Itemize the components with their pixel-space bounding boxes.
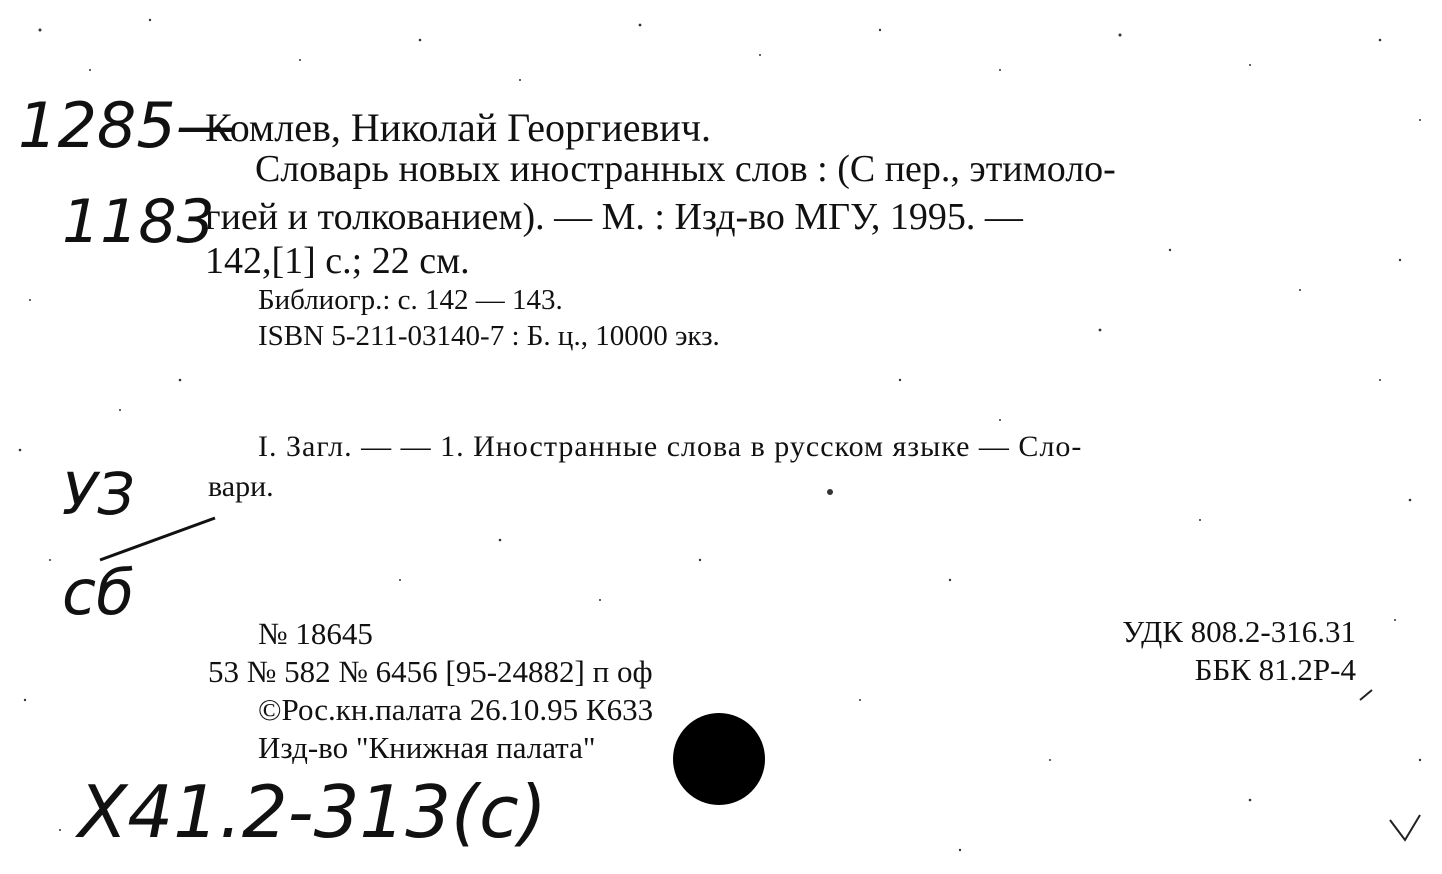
punch-hole [673,713,765,805]
footer-publisher: Изд-во "Книжная палата" [258,730,596,765]
footer-number: № 18645 [258,616,373,651]
handwritten-bottom-code: Х41.2-313(с) [78,770,547,854]
footer-bbk: ББК 81.2Р-4 [1194,652,1356,687]
footer-copyright: ©Рос.кн.палата 26.10.95 К633 [258,692,654,727]
record-extent: 142,[1] с.; 22 см. [205,240,470,282]
handwritten-call-number-top: 1285— [18,89,238,162]
handwritten-mark-1: УЗ [62,460,135,528]
handwritten-mark-2: сб [62,556,135,629]
record-isbn: ISBN 5-211-03140-7 : Б. ц., 10000 экз. [258,320,720,352]
record-tracing-line-1: I. Загл. — — 1. Иностранные слова в русском языке — Сло- [258,430,1083,463]
footer-udc: УДК 808.2-316.31 [1122,614,1356,649]
footer-register: 53 № 582 № 6456 [95-24882] п оф [208,654,653,689]
record-title-line-2: гией и толкованием). — М. : Изд-во МГУ, 1995. — [205,196,1023,238]
record-title-line-1: Словарь новых иностранных слов : (С пер., этимоло- [255,148,1116,190]
record-bibliography: Библиогр.: с. 142 — 143. [258,284,563,316]
record-tracing-line-2: вари. [208,470,274,503]
record-author: Комлев, Николай Георгиевич. [205,105,711,150]
handwritten-call-number-bottom: 1183 [62,187,215,257]
